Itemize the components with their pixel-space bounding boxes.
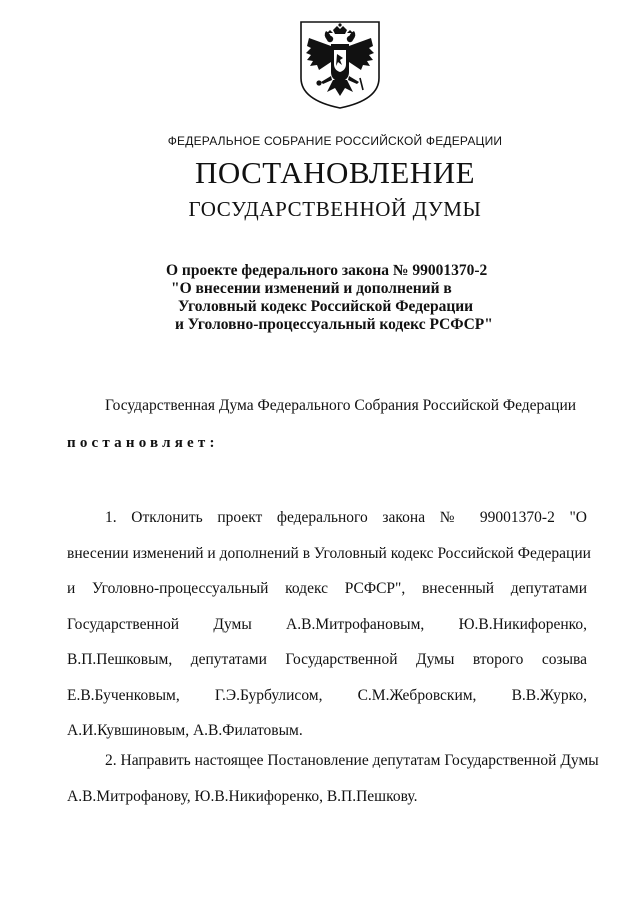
paragraph-line: А.И.Кувшиновым, А.В.Филатовым. <box>67 722 303 739</box>
paragraph-line: и Уголовно-процессуальный кодекс РСФСР", внесенный депутатами <box>67 580 587 597</box>
paragraph-line: внесении изменений и дополнений в Уголовный кодекс Российской Федерации <box>67 544 591 562</box>
russian-coat-of-arms-icon <box>297 20 383 110</box>
document-type-title: ПОСТАНОВЛЕНИЕ <box>194 155 476 190</box>
paragraph-line: 2. Направить настоящее Постановление депутатам Государственной Думы <box>105 752 599 769</box>
paragraph-line: Е.В.Бученковым, Г.Э.Бурбулисом, С.М.Жебровским, В.В.Журко, <box>67 686 587 704</box>
document-subject <box>150 262 520 334</box>
subject-line: Уголовный кодекс Российской Федерации <box>178 298 474 315</box>
subject-line: О проекте федерального закона № 99001370-2 <box>166 262 488 279</box>
subject-line: и Уголовно-процессуальный кодекс РСФСР" <box>175 316 493 333</box>
paragraph-line: Государственной Думы А.В.Митрофановым, Ю.В.Никифоренко, <box>67 615 587 633</box>
paragraph-line: 1. Отклонить проект федерального закона № 99001370-2 "О <box>105 509 587 526</box>
preamble-text: Государственная Дума Федерального Собрания Российской Федерации <box>105 397 577 414</box>
decree-word: постановляет: <box>67 435 219 451</box>
issuer-title: ГОСУДАРСТВЕННОЙ ДУМЫ <box>188 197 482 221</box>
paragraph-line: В.П.Пешковым, депутатами Государственной Думы второго созыва <box>67 651 587 668</box>
paragraph-line: А.В.Митрофанову, Ю.В.Никифоренко, В.П.Пешкову. <box>67 787 418 805</box>
organization-name: ФЕДЕРАЛЬНОЕ СОБРАНИЕ РОССИЙСКОЙ ФЕДЕРАЦИИ <box>167 134 503 148</box>
subject-line: "О внесении изменений и дополнений в <box>171 280 452 297</box>
paragraph-2 <box>67 743 599 814</box>
paragraph-1 <box>67 500 591 749</box>
